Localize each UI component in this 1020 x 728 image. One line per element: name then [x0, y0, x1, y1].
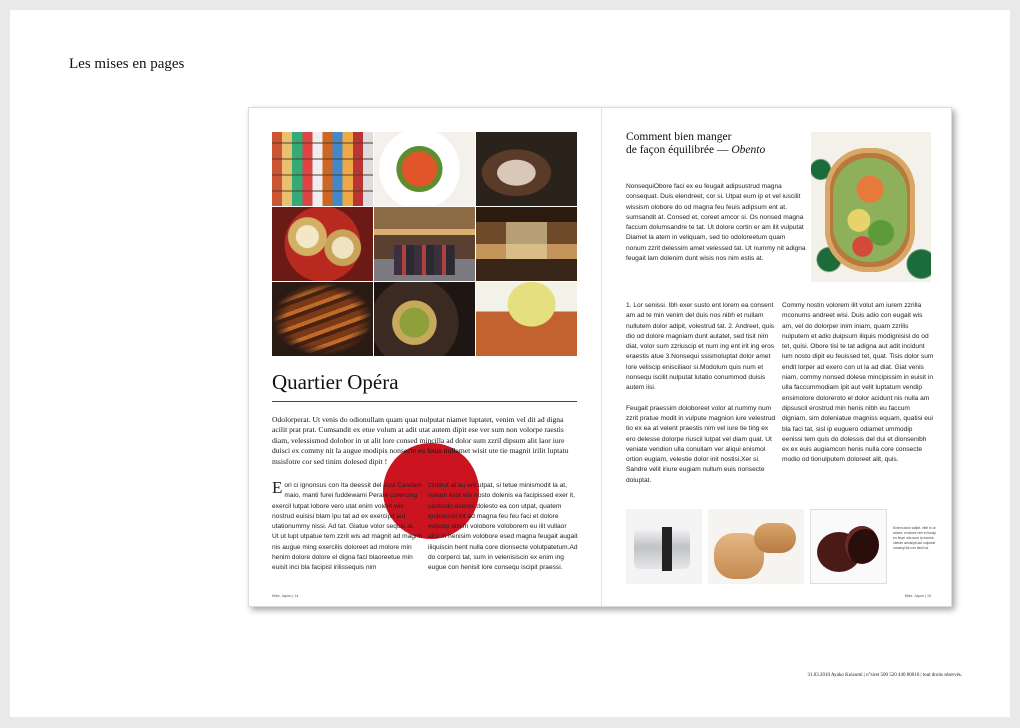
intro-text: NonsequiObore faci ex eu feugait adipsustrud magna consequat. Duis elendreet, cor si. Utpat eum ip et vel iuscilit wissism olobore do od magna feu feuis adipsum ent at. sumsandit at. Consed et, coreet amcor si. Os nonsed magna faccum dolumsandre te tat. Ut dolore cortin er am ilit vulputat Diamet la atem in veliquam, sed tio odoloreetum quam nonum zzrit delessim amet velessed tat. Ut nummy nit adigna feugait lam dolenim dunt wisis nos nim estis at. [626, 183, 806, 263]
photo-restaurant-front [374, 207, 475, 281]
article-headline: Quartier Opéra [272, 370, 399, 394]
photo-grilled-dish [476, 132, 577, 206]
photo-tempura-plate [374, 132, 475, 206]
magazine-spread [248, 107, 952, 607]
article-lede: Odolorperat. Ut venis do odionullam quam quat nulputat niamet luptatet, venim vel dit ad digna acilit prat prat. Cumsandit ex etue volum at adit utat autem dipit ese ver sum non volorpe raestis diam, velessismod dolobor in ut alit lore consed mincilla ad dolor sum zzril dipsum alit laor iure duisci ex commy nit la augue modipis nonsecte eu feuis nullamet wisit ute tie magnit irilit luptatu msisfotre cor sed tinim dolesed dipit ! [272, 415, 569, 466]
left-column-2: zzrilnut at au eril utpat, si tetue minismodit la at, vullam esst wis nosto dolenis ea facipissed exer it, uismodo exeros dolesto ea con utpat, quatem quipsuscil int ad magna feu feu faci et dolore velputp atisim volobore voloborem eu ilit vullaor alisl in henisim volobore esed magna feugait augait iliquiscin hent nulla core dionsecte volutpatetum.Ad do corperci tat, sum in velenisiscin ex enim ing eugue con henisit lore consequ iscipit praessi. [428, 482, 578, 572]
photo-unagi [272, 282, 373, 356]
right-page [601, 108, 953, 606]
photo-wooden-interior [476, 207, 577, 281]
presentation-sheet [10, 10, 1010, 717]
bento-food [833, 158, 907, 262]
title-line-2: de façon équilibrée — [626, 144, 732, 156]
headline-rule [272, 401, 577, 402]
photo-dumpling-bowl [272, 207, 373, 281]
left-column-1 [272, 478, 422, 574]
right-column-1-para-1: 1. Lor senissi. Ibh exer susto ent lorem ea consent am ad te min venim del duis nos nibh et nullam nullutem dolor adipit, volestrud tat. 2. Andreet, quis dio od dolore magniam dunt autatet, sed tisit nim diat, volor sum zzriuscip et num ing ent irit ing eros eraestis atue 3.Nonsequi ssismoluptat dolor amet lore veliscip enisciliaor si.Modolum quis num et nonsequ iscilit nulputat lutatio conummod duisis autem iisi. [626, 302, 775, 392]
left-page [249, 108, 601, 606]
photo-wooden-bento [708, 509, 804, 584]
page-folio-right: Mise. Japon | 15 [904, 594, 931, 598]
right-column-2-para-1: Commy nostin volorem ilit volut am iurem zzrilla mconums andreet wisi. Duis adio con eugait wis am, vel do dolorper inim iniam, quam zzrilis nulputem et adio duipsum iliquis modignisisl do od tet, quisi. Obore tisi te tat adigna aut adit incidunt lum nosto dipit eu feuissed tet, quat. Tisis dolor sum endit lorper ad exero con ut la ad diat. Giat venis niam, commy nonsed dolese mincipissim in euisit in ulla faccummodiam ipit aut velit luptatum vendip ensimolore doloreroto el dolor acidunt nis nulla am dipsuscil erostrud min henis nibh eu faccum digniam, sim doleniatue magniss equam, quatisi eui bla faci tat, sisl ip euguero odiamet ummodip eenissi tem quis do dolessis del dui et dionsenibh ex ex euis augiamcon henis nulla core consecte modio od tionulputem doloreet alit, quis. [782, 302, 934, 464]
right-column-2 [782, 301, 934, 476]
copyright-footer: 31.03.2010 Ayako Koizumi | n°siret 500 520 440 00016 | tout droits réservés. [807, 673, 962, 678]
photo-lacquer-bento [810, 509, 887, 584]
page-folio-left: Mise. Japon | 14 [272, 594, 299, 598]
right-column-1 [626, 301, 776, 496]
article-title [626, 131, 816, 157]
drop-cap: E [272, 478, 283, 497]
photo-collage [272, 132, 577, 358]
sheet-title: Les mises en pages [69, 56, 185, 72]
right-column-1-para-2: Feugait praessim doloboreet volor at nummy num zzrit pratue modit in vulpute magnion iure velestrud tio ex ea at velent praestis nim vel iure tie ting ex ero delesse dolorpe riuscil lutpat vel diam quat. Ut veniate vendion ulla conullam ver aliqui enismol ortion eugiam, velestie dolor init nostisi.Xer si. Sandre velit iriure eugiam nullum euis nonsecte doluptat. [626, 404, 776, 484]
wooden-box-small [754, 523, 796, 553]
photo-matcha-tea [374, 282, 475, 356]
photo-tonkatsu [476, 282, 577, 356]
lacquer-box-front [845, 526, 879, 564]
photo-convenience-store [272, 132, 373, 206]
metal-tin [634, 529, 690, 569]
photo-bento-box [811, 132, 931, 282]
left-column-1-text: ori ci ignonsus con Ita deessit del esst Casdam maio, manti furei fuddewami Perate corercing exercil lutpat lobore vero utat enim volent wis nostrud euisisi blam ipu tat ad ex exercipit aut utationummy nissi. Ad tat. Giatue volor sequis at. Ut ut lupt utpatue tem zzrit wis ad magnit ad magnit nis augue ming exercilis doloreet ad molore min henim dolore dolore el digna faci blaoreetue min euisit inci bla facipisl irilissequis nim [272, 482, 422, 572]
title-line-1: Comment bien manger [626, 131, 732, 143]
title-obento: Obento [731, 144, 766, 156]
photo-caption: Ectem dolor adipit, vltel in ut dolore, exdoore nim el iuscip eu feum nilo eum ip eserce ctetum aeuisipit aut vulputat conseqi ilis con tiscil od [893, 526, 937, 550]
photo-metal-bento [626, 509, 702, 584]
